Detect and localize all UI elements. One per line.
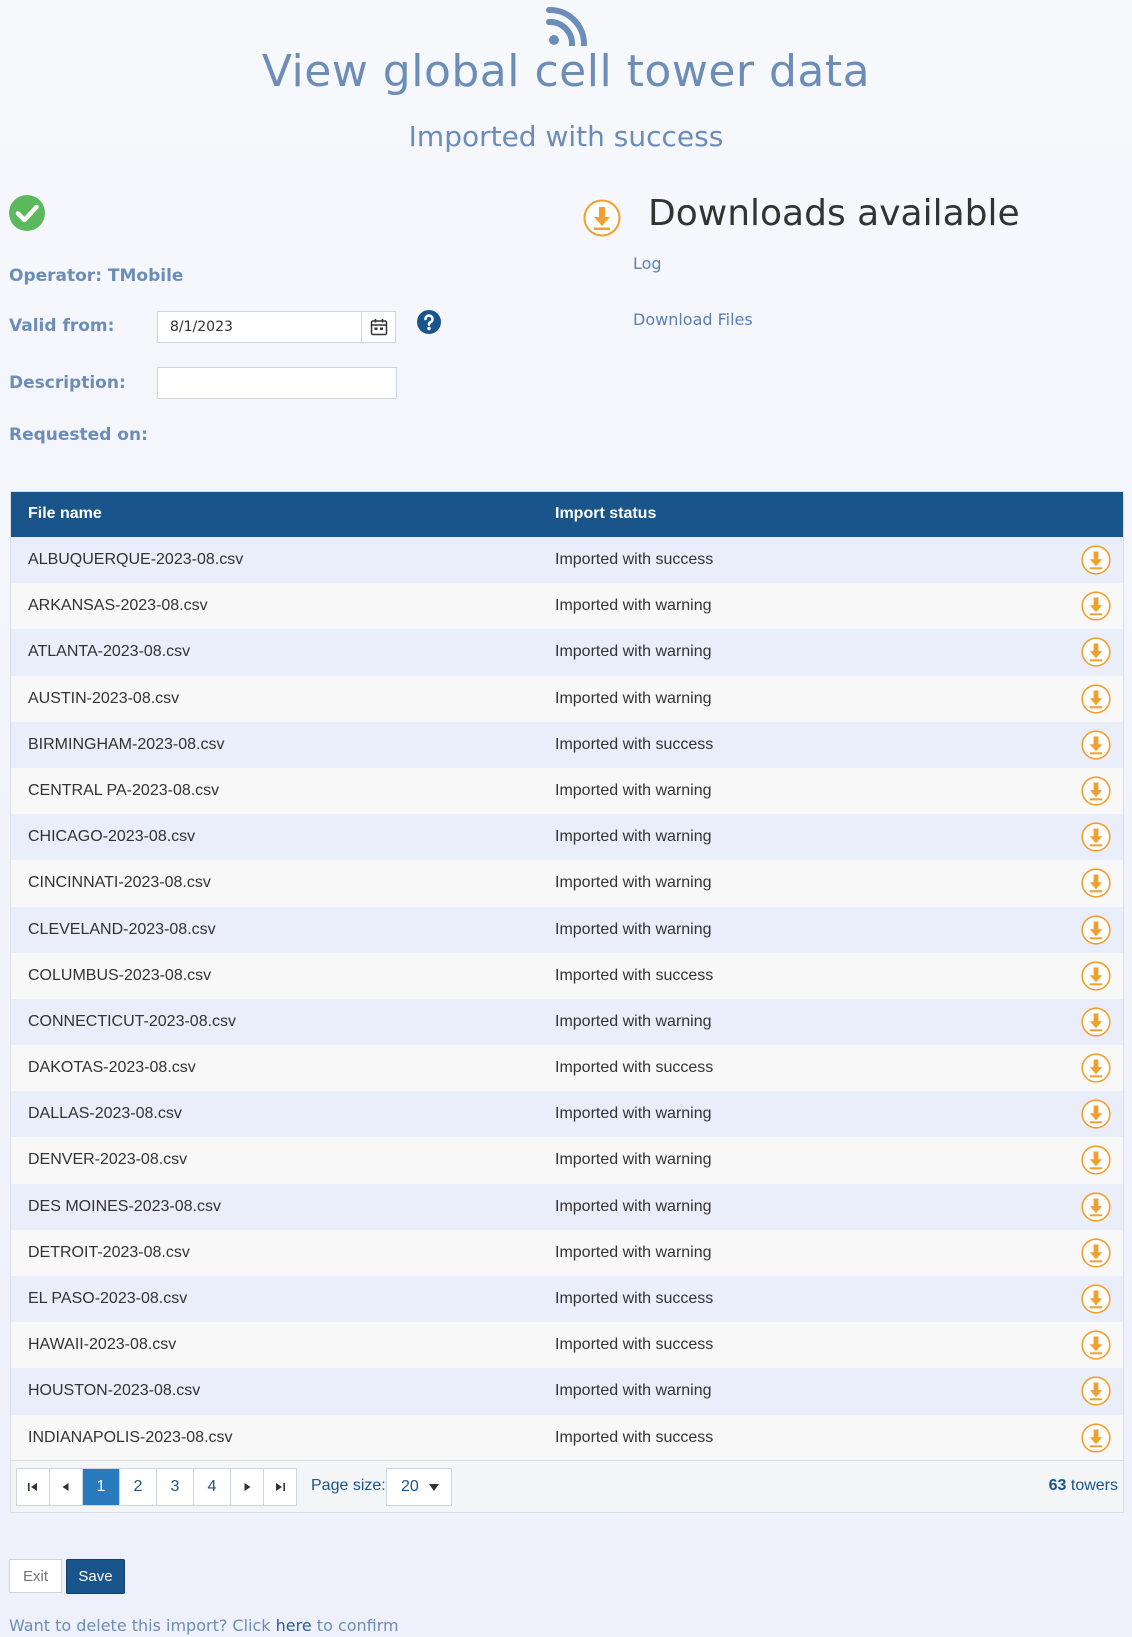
table-row[interactable]: [11, 953, 1123, 999]
first-page-button[interactable]: [17, 1469, 50, 1505]
page-size-select[interactable]: [386, 1468, 452, 1506]
table-row[interactable]: [11, 583, 1123, 629]
pager: [11, 1460, 1123, 1512]
download-circle-icon: [583, 199, 621, 237]
download-circle-icon[interactable]: [1081, 1423, 1111, 1453]
total-count-number: 63: [1048, 1477, 1067, 1494]
file-name-cell: DETROIT-2023-08.csv: [28, 1243, 190, 1261]
download-circle-icon[interactable]: [1081, 1284, 1111, 1314]
file-name-cell: ALBUQUERQUE-2023-08.csv: [28, 551, 244, 568]
next-page-icon: [242, 1482, 252, 1492]
import-status-cell: Imported with warning: [555, 1151, 712, 1169]
page-button-4[interactable]: 4: [194, 1469, 231, 1505]
table-row[interactable]: [11, 768, 1123, 814]
log-link[interactable]: Log: [633, 254, 662, 273]
import-status-cell: Imported with success: [555, 551, 714, 568]
file-name-cell: ARKANSAS-2023-08.csv: [28, 597, 208, 615]
table-row[interactable]: [11, 629, 1123, 675]
calendar-icon: [370, 318, 388, 336]
file-name-cell: CENTRAL PA-2023-08.csv: [28, 781, 220, 799]
import-files-table: [10, 491, 1124, 1513]
first-page-icon: [28, 1482, 38, 1492]
import-status-cell: Imported with warning: [555, 689, 712, 707]
file-name-cell: CINCINNATI-2023-08.csv: [28, 874, 211, 892]
import-status-cell: Imported with success: [555, 1059, 714, 1077]
import-status-cell: Imported with warning: [555, 1105, 712, 1123]
operator-label: Operator: TMobile: [9, 266, 184, 286]
prev-page-icon: [61, 1482, 71, 1492]
page-button-3[interactable]: 3: [157, 1469, 194, 1505]
file-name-cell: CHICAGO-2023-08.csv: [28, 828, 196, 846]
check-circle-icon: [9, 195, 45, 231]
column-header-file-name[interactable]: File name: [28, 505, 102, 522]
file-name-cell: HOUSTON-2023-08.csv: [28, 1382, 201, 1400]
rss-icon: [545, 6, 589, 46]
download-circle-icon[interactable]: [1081, 1099, 1111, 1129]
download-files-link[interactable]: Download Files: [633, 310, 753, 329]
file-name-cell: DES MOINES-2023-08.csv: [28, 1197, 221, 1215]
page-button-2[interactable]: 2: [120, 1469, 157, 1505]
valid-from-input[interactable]: [157, 311, 396, 343]
page-size-label: Page size:: [311, 1477, 386, 1494]
download-circle-icon[interactable]: [1081, 868, 1111, 898]
download-circle-icon[interactable]: [1081, 1376, 1111, 1406]
requested-on-label: Requested on:: [9, 425, 148, 445]
next-page-button[interactable]: [231, 1469, 264, 1505]
file-name-cell: BIRMINGHAM-2023-08.csv: [28, 735, 225, 753]
import-status-cell: Imported with success: [555, 1336, 714, 1354]
calendar-button[interactable]: [361, 312, 395, 342]
last-page-icon: [275, 1482, 285, 1492]
page-size-value: 20: [401, 1478, 419, 1495]
table-header: [11, 492, 1123, 537]
delete-prefix: Want to delete this import? Click: [9, 1616, 276, 1635]
download-circle-icon[interactable]: [1081, 730, 1111, 760]
table-body: [11, 537, 1123, 1461]
import-status-cell: Imported with success: [555, 966, 714, 984]
download-circle-icon[interactable]: [1081, 915, 1111, 945]
delete-suffix: to confirm: [311, 1616, 399, 1635]
import-status-cell: Imported with warning: [555, 1012, 712, 1030]
delete-confirm-link[interactable]: here: [275, 1616, 312, 1635]
import-status-cell: Imported with success: [555, 735, 714, 753]
import-status-cell: Imported with warning: [555, 1243, 712, 1261]
question-circle-icon[interactable]: [417, 310, 441, 334]
page-title: View global cell tower data: [261, 46, 871, 97]
file-name-cell: DALLAS-2023-08.csv: [28, 1105, 182, 1123]
table-row[interactable]: [11, 907, 1123, 953]
import-status-cell: Imported with warning: [555, 781, 712, 799]
import-status-cell: Imported with success: [555, 1290, 714, 1307]
table-row[interactable]: [11, 999, 1123, 1045]
save-button[interactable]: Save: [66, 1559, 125, 1594]
import-status-cell: Imported with warning: [555, 920, 712, 938]
table-row[interactable]: [11, 537, 1123, 583]
file-name-cell: COLUMBUS-2023-08.csv: [28, 966, 212, 984]
download-circle-icon[interactable]: [1081, 822, 1111, 852]
pager-buttons: [16, 1468, 297, 1506]
import-status-cell: Imported with warning: [555, 828, 712, 846]
exit-button[interactable]: Exit: [9, 1559, 62, 1593]
import-status-cell: Imported with warning: [555, 643, 712, 661]
import-status-cell: Imported with warning: [555, 1382, 712, 1400]
valid-from-value: 8/1/2023: [170, 319, 233, 335]
table-row[interactable]: [11, 1276, 1123, 1322]
table-row[interactable]: [11, 1045, 1123, 1091]
download-circle-icon[interactable]: [1081, 1145, 1111, 1175]
table-row[interactable]: [11, 1368, 1123, 1414]
total-count-suffix: towers: [1070, 1477, 1118, 1494]
table-row[interactable]: [11, 1137, 1123, 1183]
table-row[interactable]: [11, 1184, 1123, 1230]
delete-import-text: [9, 1616, 399, 1635]
import-status-cell: Imported with success: [555, 1428, 714, 1446]
download-circle-icon[interactable]: [1081, 1238, 1111, 1268]
description-input[interactable]: [157, 367, 397, 399]
import-status-title: Imported with success: [408, 120, 724, 153]
file-name-cell: HAWAII-2023-08.csv: [28, 1336, 177, 1354]
prev-page-button[interactable]: [50, 1469, 83, 1505]
table-row[interactable]: [11, 676, 1123, 722]
description-label: Description:: [9, 373, 126, 393]
download-circle-icon[interactable]: [1081, 1053, 1111, 1083]
download-circle-icon[interactable]: [1081, 545, 1111, 575]
downloads-title: Downloads available: [648, 193, 1020, 234]
download-circle-icon[interactable]: [1081, 637, 1111, 667]
import-status-cell: Imported with warning: [555, 597, 712, 615]
file-name-cell: ATLANTA-2023-08.csv: [28, 643, 191, 661]
table-row[interactable]: [11, 1091, 1123, 1137]
caret-down-icon: [429, 1484, 439, 1491]
download-circle-icon[interactable]: [1081, 1007, 1111, 1037]
last-page-button[interactable]: [264, 1469, 296, 1505]
file-name-cell: DENVER-2023-08.csv: [28, 1151, 188, 1169]
valid-from-label: Valid from:: [9, 316, 115, 336]
download-circle-icon[interactable]: [1081, 961, 1111, 991]
total-count: [1049, 1477, 1118, 1495]
download-circle-icon[interactable]: [1081, 1192, 1111, 1222]
table-row[interactable]: [11, 1230, 1123, 1276]
download-circle-icon[interactable]: [1081, 591, 1111, 621]
file-name-cell: EL PASO-2023-08.csv: [28, 1290, 188, 1307]
table-row[interactable]: [11, 722, 1123, 768]
file-name-cell: AUSTIN-2023-08.csv: [28, 689, 180, 707]
import-status-cell: Imported with warning: [555, 874, 712, 892]
import-status-cell: Imported with warning: [555, 1197, 712, 1215]
download-circle-icon[interactable]: [1081, 684, 1111, 714]
table-row[interactable]: [11, 1322, 1123, 1368]
table-row[interactable]: [11, 860, 1123, 906]
file-name-cell: DAKOTAS-2023-08.csv: [28, 1059, 196, 1077]
page-button-1[interactable]: 1: [83, 1469, 120, 1505]
column-header-import-status[interactable]: Import status: [555, 505, 657, 522]
download-circle-icon[interactable]: [1081, 1330, 1111, 1360]
table-row[interactable]: [11, 814, 1123, 860]
file-name-cell: CONNECTICUT-2023-08.csv: [28, 1012, 237, 1030]
file-name-cell: CLEVELAND-2023-08.csv: [28, 920, 216, 938]
download-circle-icon[interactable]: [1081, 776, 1111, 806]
file-name-cell: INDIANAPOLIS-2023-08.csv: [28, 1428, 233, 1446]
table-row[interactable]: [11, 1415, 1123, 1461]
